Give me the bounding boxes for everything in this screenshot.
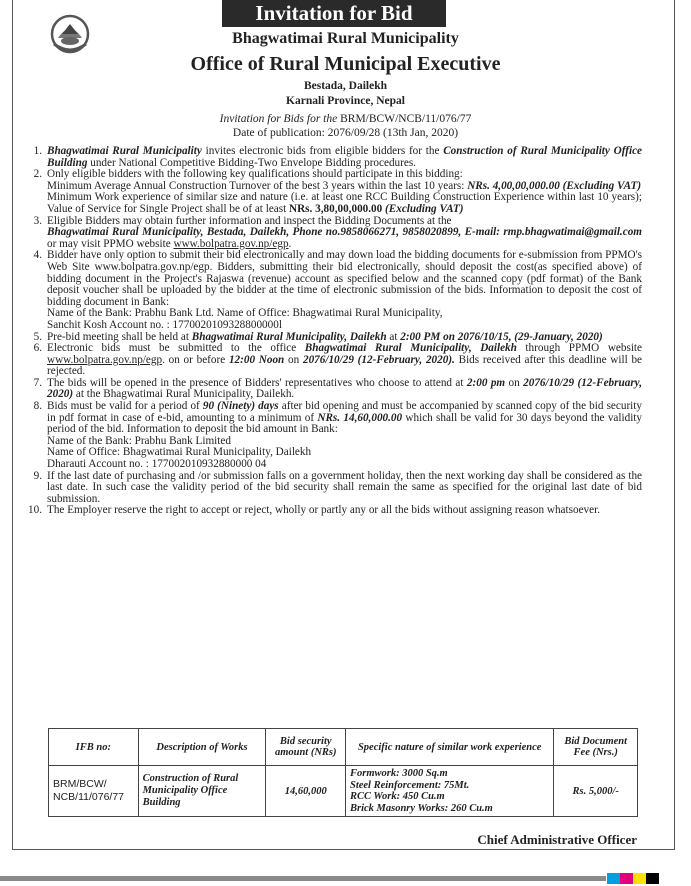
clause-segment: www.bolpatra.gov.np/egp <box>47 353 163 366</box>
clause-segment: Eligible Bidders may obtain further information and inspect the Bidding Documents at the <box>47 214 452 227</box>
clause-segment: Minimum Average Annual Construction Turnover of the best 3 years within the last 10 years: <box>47 179 468 192</box>
clause-segment: Name of Office: Bhagwatimai Rural Municipality, Dailekh <box>47 446 312 459</box>
clause-segment: The Employer reserve the right to accept or reject, wholly or partly any or all the bids without assigning reason whatsoever. <box>47 504 600 517</box>
clause-segment: Construction of Rural Municipality Office Building <box>47 145 642 169</box>
clause-number: 7. <box>33 376 42 389</box>
clause-segment: 90 (Ninety) days <box>202 400 279 413</box>
clause-segment: Electronic bids must be submitted to the office <box>47 342 305 355</box>
clause-segment: Sanchit Kosh Account no. : 1770020109328800000l <box>47 318 282 331</box>
province: Karnali Province, Nepal <box>286 95 405 107</box>
clause-number: 5. <box>33 330 42 343</box>
reference-line <box>0 113 691 125</box>
clause-segment: Bhagwatimai Rural Municipality, Dailekh <box>191 330 387 343</box>
clause-segment: which shall be valid for 30 days beyond the validity period of the bid. Information to deposit the bid amount in Bank: <box>47 411 642 436</box>
clause-item <box>22 216 642 251</box>
security-cell: 14,60,000 <box>266 766 346 817</box>
clause-segment: after bid opening and must be accompanied by scanned copy of the bid security in pdf format in case of e-bid, amounting to a minimum of <box>47 400 642 424</box>
ifb-line: NCB/11/076/77 <box>53 791 125 803</box>
clause-segment: Name of the Bank: Prabhu Bank Ltd. Name of Office: Bhagwatimai Rural Municipality, <box>47 307 443 320</box>
clause-segment: NRs. 3,80,00,000.00 <box>289 202 383 215</box>
clause-segment: (Excluding VAT) <box>385 202 464 215</box>
location: Bestada, Dailekh <box>303 80 388 92</box>
ifb-cell <box>49 766 139 817</box>
clause-segment: . on or before <box>162 353 229 366</box>
clause-text <box>47 378 642 401</box>
clause-segment: Bidder have only option to submit their bid electronically and may down load the bidding documents for e-submission from PPMO's Web Site www.bolpatra.gov.np/egp. Bidders, submitting their bid electronically, should deposit the cost(as specified above) of bidding document in the Project's Rajaswa (revenue) account as specified below and the scanned copy (pdf format) of the Bank deposit voucher shall be uploaded by the bidder at the time of electronic submission of the bids. Information to deposit the cost of bidding document in Bank: <box>47 249 642 308</box>
cmyk-swatch <box>607 873 620 884</box>
reference-label: Invitation for Bids for the <box>219 113 338 125</box>
table-header-row <box>49 729 638 766</box>
experience-item: Formwork: 3000 Sq.m <box>349 768 448 779</box>
column-header: Specific nature of similar work experience <box>345 729 553 766</box>
column-header: IFB no: <box>49 729 139 766</box>
clause-segment: Bhagwatimai Rural Municipality, Bestada, Dailekh, Phone no.9858066271, 9858020899, E-mail: rmp.bhagwatimai@gmail.com <box>47 226 642 239</box>
clause-segment: Bhagwatimai Rural Municipality <box>47 145 202 157</box>
experience-cell <box>345 766 553 817</box>
clause-segment: Bids must be valid for a period of <box>47 400 203 413</box>
clause-item <box>22 378 642 401</box>
clause-number: 8. <box>33 400 42 413</box>
clause-segment: or may visit PPMO website <box>47 237 174 250</box>
fee-cell: Rs. 5,000/- <box>554 766 638 817</box>
experience-item: RCC Work: 450 Cu.m <box>349 791 445 802</box>
clause-number: 9. <box>33 469 42 482</box>
cmyk-color-bar <box>607 873 659 884</box>
clause-item <box>22 343 642 378</box>
cmyk-swatch <box>646 873 659 884</box>
clause-text <box>47 146 642 169</box>
clause-segment: 2:00 pm <box>466 376 506 389</box>
ifb-line: BRM/BCW/ <box>53 778 107 790</box>
bottom-rule <box>0 876 606 881</box>
clause-item <box>22 146 642 169</box>
clause-segment: Name of the Bank: Prabhu Bank Limited <box>47 434 231 447</box>
clause-text <box>47 216 642 251</box>
office-name: Office of Rural Municipal Executive <box>190 53 501 75</box>
clause-text <box>47 471 642 506</box>
clause-number: 2. <box>33 168 42 181</box>
clause-item <box>22 401 642 471</box>
clause-number: 10. <box>28 504 42 517</box>
clause-item <box>22 169 642 215</box>
clause-segment: Pre-bid meeting shall be held at <box>47 330 192 343</box>
clause-segment: Dharauti Account no. : 177002010932880000 04 <box>47 458 267 471</box>
notice-title: Invitation for Bid <box>222 0 446 27</box>
column-header: Description of Works <box>138 729 266 766</box>
clause-segment: NRs. 4,00,00,000.00 (Excluding VAT) <box>467 179 642 192</box>
clause-number: 4. <box>33 249 42 262</box>
experience-item: Steel Reinforcement: 75Mt. <box>349 779 470 791</box>
organization-name: Bhagwatimai Rural Municipality <box>232 30 459 47</box>
cmyk-swatch <box>633 873 646 884</box>
experience-item: Brick Masonry Works: 260 Cu.m <box>349 802 493 814</box>
clause-segment: under National Competitive Bidding-Two Envelope Bidding procedures. <box>87 156 416 169</box>
clause-item <box>22 505 642 517</box>
clause-segment: If the last date of purchasing and /or submission falls on a government holiday, then the next working day shall be considered as the last date. In such case the validity period of the bid security shall remain the same as specified for the original last date of bid submission. <box>47 469 642 505</box>
clause-segment: The bids will be opened in the presence of Bidders' representatives who choose to attend at <box>47 376 467 389</box>
clause-segment: . <box>288 237 292 250</box>
clause-segment: on <box>284 353 303 366</box>
clause-segment: invites electronic bids from eligible bidders for the <box>201 145 444 157</box>
clause-segment: www.bolpatra.gov.np/egp <box>173 237 289 250</box>
clause-text <box>47 169 642 215</box>
clause-segment: NRs. 14,60,000.00 <box>317 411 403 424</box>
clause-segment: Only eligible bidders with the following key qualifications should participate in this bidding: <box>47 168 463 181</box>
cmyk-swatch <box>620 873 633 884</box>
column-header: Bid security amount (NRs) <box>266 729 346 766</box>
column-header: Bid Document Fee (Nrs.) <box>554 729 638 766</box>
clause-number: 3. <box>33 214 42 227</box>
clause-segment: on <box>505 376 524 389</box>
bid-table <box>48 728 638 817</box>
clause-text <box>47 505 642 517</box>
reference-number: BRM/BCW/NCB/11/076/77 <box>340 113 472 125</box>
publication-date: Date of publication: 2076/09/28 (13th Jan, 2020) <box>232 127 459 139</box>
clause-text <box>47 250 642 331</box>
clause-segment: Bhagwatimai Rural Municipality, Dailekh <box>304 342 517 355</box>
clause-segment: Minimum Work experience of similar size and nature (i.e. at least one RCC Building Construction Experience within last 10 years); Value of Service for Single Project shall be of at least <box>47 191 642 215</box>
clause-text <box>47 401 642 471</box>
clause-segment: at <box>386 330 401 343</box>
clause-text <box>47 343 642 378</box>
clause-segment: Bids received after this deadline will be rejected. <box>47 353 643 378</box>
clause-segment: 2:00 PM on 2076/10/15, (29-January, 2020) <box>400 330 603 343</box>
clause-segment: at the Bhagwatimai Rural Municipality, Dailekh. <box>73 388 295 401</box>
signoff: Chief Administrative Officer <box>477 832 637 847</box>
clause-segment: 2076/10/29 (12-February, 2020). <box>302 353 455 366</box>
clause-segment: 12:00 Noon <box>228 353 285 366</box>
clause-list <box>22 146 642 517</box>
clause-segment: through PPMO website <box>516 342 643 355</box>
table-row <box>49 766 638 817</box>
description-cell: Construction of Rural Municipality Office Building <box>138 766 266 817</box>
clause-item <box>22 250 642 331</box>
clause-segment: 2076/10/29 (12-February, 2020) <box>47 376 643 401</box>
clause-number: 1. <box>33 145 42 157</box>
clause-item <box>22 471 642 506</box>
clause-number: 6. <box>33 342 42 355</box>
